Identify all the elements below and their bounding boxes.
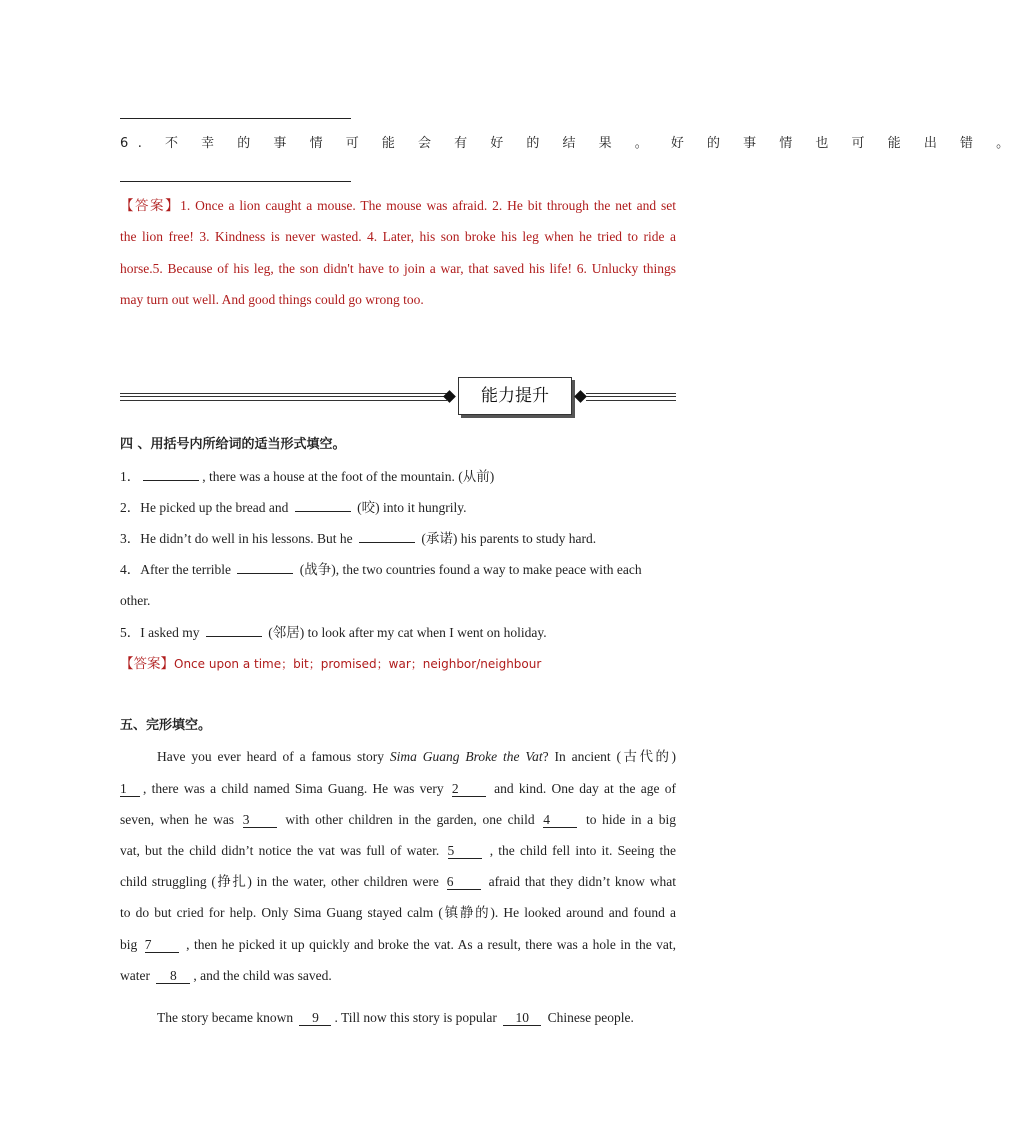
question-1-number: 1． [120,469,141,484]
cloze-line-5 [120,873,676,891]
answer-tag: 【答案】 [120,198,181,213]
section4-answer [120,655,676,673]
cloze-text: , the child fell into it. Seeing the [489,843,677,858]
cloze-text: seven, when he was [120,812,235,827]
question-2-blank[interactable] [295,511,351,512]
cloze-text: , and the child was saved. [193,968,332,983]
question-4-text: 4．After the terrible [120,562,231,577]
answer-line-4: may turn out well. And good things could go wrong too. [120,292,424,307]
cloze-blank-3[interactable]: 3 [243,813,277,828]
cloze-text: vat, but the child didn’t notice the vat was full of water. [120,843,440,858]
banner-rule-right [586,393,676,401]
question-1 [120,468,676,486]
banner-diamond-right-icon [574,390,587,403]
cloze-line-7 [120,936,676,954]
cloze-blank-5[interactable]: 5 [448,844,482,859]
cloze-text: Chinese people. [547,1010,634,1025]
cloze-text: water [120,968,150,983]
cloze-line-8 [120,967,676,985]
cloze-text: with other children in the garden, one child [285,812,535,827]
question-3-text: 3．He didn’t do well in his lessons. But he [120,531,353,546]
cloze-text: Have you ever heard of a famous story [157,749,390,764]
answer-line-5 [120,118,351,119]
question-3-blank[interactable] [359,542,415,543]
question-4-hint: (战争), the two countries found a way to make peace with each [299,562,642,577]
cloze-blank-8[interactable]: 8 [156,969,190,984]
cloze-blank-10[interactable]: 10 [503,1011,541,1026]
question-5-hint: (邻居) to look after my cat when I went on holiday. [268,625,547,640]
translation-item-6: 6. 不 幸 的 事 情 可 能 会 有 好 的 结 果 。 好 的 事 情 也 可 能 出 错 。 [120,136,1019,151]
question-5 [120,624,676,642]
cloze-text: to hide in a big [585,812,677,827]
cloze-text: . Till now this story is popular [334,1010,497,1025]
cloze-text: afraid that they didn’t know what [488,874,676,889]
cloze-blank-4[interactable]: 4 [543,813,577,828]
section5-heading: 五、完形填空。 [120,718,212,733]
section4-heading: 四 、用括号内所给词的适当形式填空。 [120,437,346,452]
question-2 [120,499,676,517]
answer-line-2: the lion free! 3. Kindness is never wasted. 4. Later, his son broke his leg when he tried to ride a [120,229,676,244]
cloze-text: , there was a child named Sima Guang. He was very [143,781,444,796]
cloze-line-1 [157,748,676,766]
banner-rule-left [120,393,447,401]
cloze-line-2 [120,780,676,798]
answer-line-1 [120,197,676,215]
answer-text-1: 1. Once a lion caught a mouse. The mouse was afraid. 2. He bit through the net and set [180,198,677,213]
cloze-line-9 [157,1009,676,1027]
cloze-text: child struggling (挣扎) in the water, other children were [120,874,439,889]
cloze-blank-9[interactable]: 9 [299,1011,331,1026]
question-3-hint: (承诺) his parents to study hard. [421,531,597,546]
cloze-blank-2[interactable]: 2 [452,782,486,797]
answer-line-6 [120,181,351,182]
cloze-text: big [120,937,138,952]
answer-line-3: horse.5. Because of his leg, the son didn't have to join a war, that saved his life! 6. Unlucky things [120,261,676,276]
cloze-blank-1[interactable]: 1 [120,782,140,797]
cloze-blank-6[interactable]: 6 [447,875,481,890]
question-4-continued: other. [120,593,151,608]
question-4 [120,561,676,579]
story-title: Sima Guang Broke the Vat [389,749,543,764]
cloze-line-6: to do but cried for help. Only Sima Guang stayed calm (镇静的). He looked around and found a [120,905,676,920]
answer-tag: 【答案】 [120,656,174,671]
cloze-text: The story became known [157,1010,294,1025]
question-1-blank[interactable] [143,480,199,481]
cloze-text: ? In ancient (古代的) [542,749,676,764]
cloze-line-4 [120,842,676,860]
question-5-text: 5．I asked my [120,625,200,640]
banner-title: 能力提升 [458,377,572,415]
cloze-text: , then he picked it up quickly and broke the vat. As a result, there was a hole in the vat, [186,937,676,952]
question-4-blank[interactable] [237,573,293,574]
question-3 [120,530,676,548]
question-1-text: , there was a house at the foot of the mountain. (从前) [202,469,495,484]
question-2-hint: (咬) into it hungrily. [357,500,467,515]
cloze-blank-7[interactable]: 7 [145,938,179,953]
cloze-text: and kind. One day at the age of [494,781,676,796]
cloze-line-3 [120,811,676,829]
question-2-text: 2．He picked up the bread and [120,500,289,515]
section4-answer-text: Once upon a time；bit；promised；war；neighbor/neighbour [174,657,542,671]
question-5-blank[interactable] [206,636,262,637]
